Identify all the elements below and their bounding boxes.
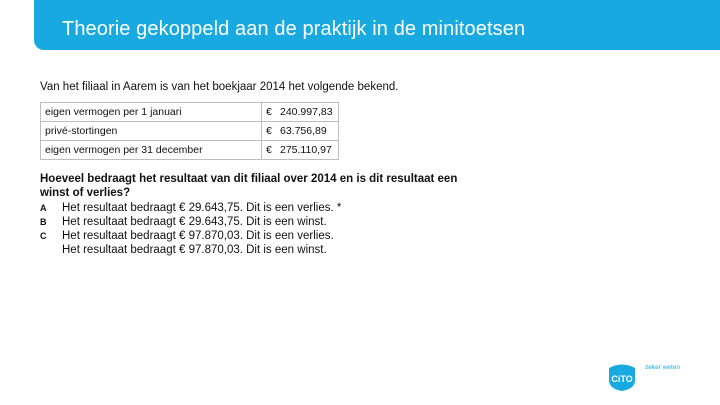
question-text: Hoeveel bedraagt het resultaat van dit filiaal over 2014 en is dit resultaat een winst of verlies?	[40, 173, 458, 199]
intro-text: Van het filiaal in Aarem is van het boekjaar 2014 het volgende bekend.	[40, 81, 399, 93]
amount: 240.997,83	[280, 106, 333, 118]
option-text: Het resultaat bedraagt € 97.870,03. Dit is een winst.	[62, 244, 327, 256]
logo-text: CiTO	[611, 374, 633, 384]
amount: 275.110,97	[280, 144, 332, 156]
title-banner	[34, 0, 720, 50]
option-text: Het resultaat bedraagt € 29.643,75. Dit is een winst.	[62, 216, 327, 228]
option-letter: C	[40, 231, 47, 241]
option-letter: A	[40, 203, 47, 213]
currency-symbol: €	[266, 144, 272, 156]
table-row	[41, 141, 339, 160]
answer-option-a[interactable]	[40, 201, 480, 215]
table-row	[41, 122, 339, 141]
table-cell-value	[262, 122, 339, 141]
answer-options	[40, 201, 480, 257]
cito-logo-icon	[606, 362, 638, 392]
currency-symbol: €	[266, 106, 272, 118]
table-cell-value	[262, 103, 339, 122]
answer-option-c[interactable]	[40, 229, 480, 243]
table-cell-label: privé-stortingen	[41, 122, 262, 141]
answer-option-b[interactable]	[40, 215, 480, 229]
data-table	[40, 102, 339, 160]
slide-title: Theorie gekoppeld aan de praktijk in de minitoetsen	[62, 18, 526, 40]
table-cell-value	[262, 141, 339, 160]
slide-content	[40, 80, 480, 257]
table-cell-label: eigen vermogen per 31 december	[41, 141, 262, 160]
table-cell-label: eigen vermogen per 1 januari	[41, 103, 262, 122]
amount: 63.756,89	[280, 125, 327, 137]
brand-tagline: zeker weten	[645, 364, 681, 371]
currency-symbol: €	[266, 125, 272, 137]
answer-option-d[interactable]	[40, 243, 480, 257]
option-text: Het resultaat bedraagt € 29.643,75. Dit is een verlies. *	[62, 202, 342, 214]
option-text: Het resultaat bedraagt € 97.870,03. Dit is een verlies.	[62, 230, 334, 242]
option-letter: B	[40, 217, 47, 227]
table-row	[41, 103, 339, 122]
